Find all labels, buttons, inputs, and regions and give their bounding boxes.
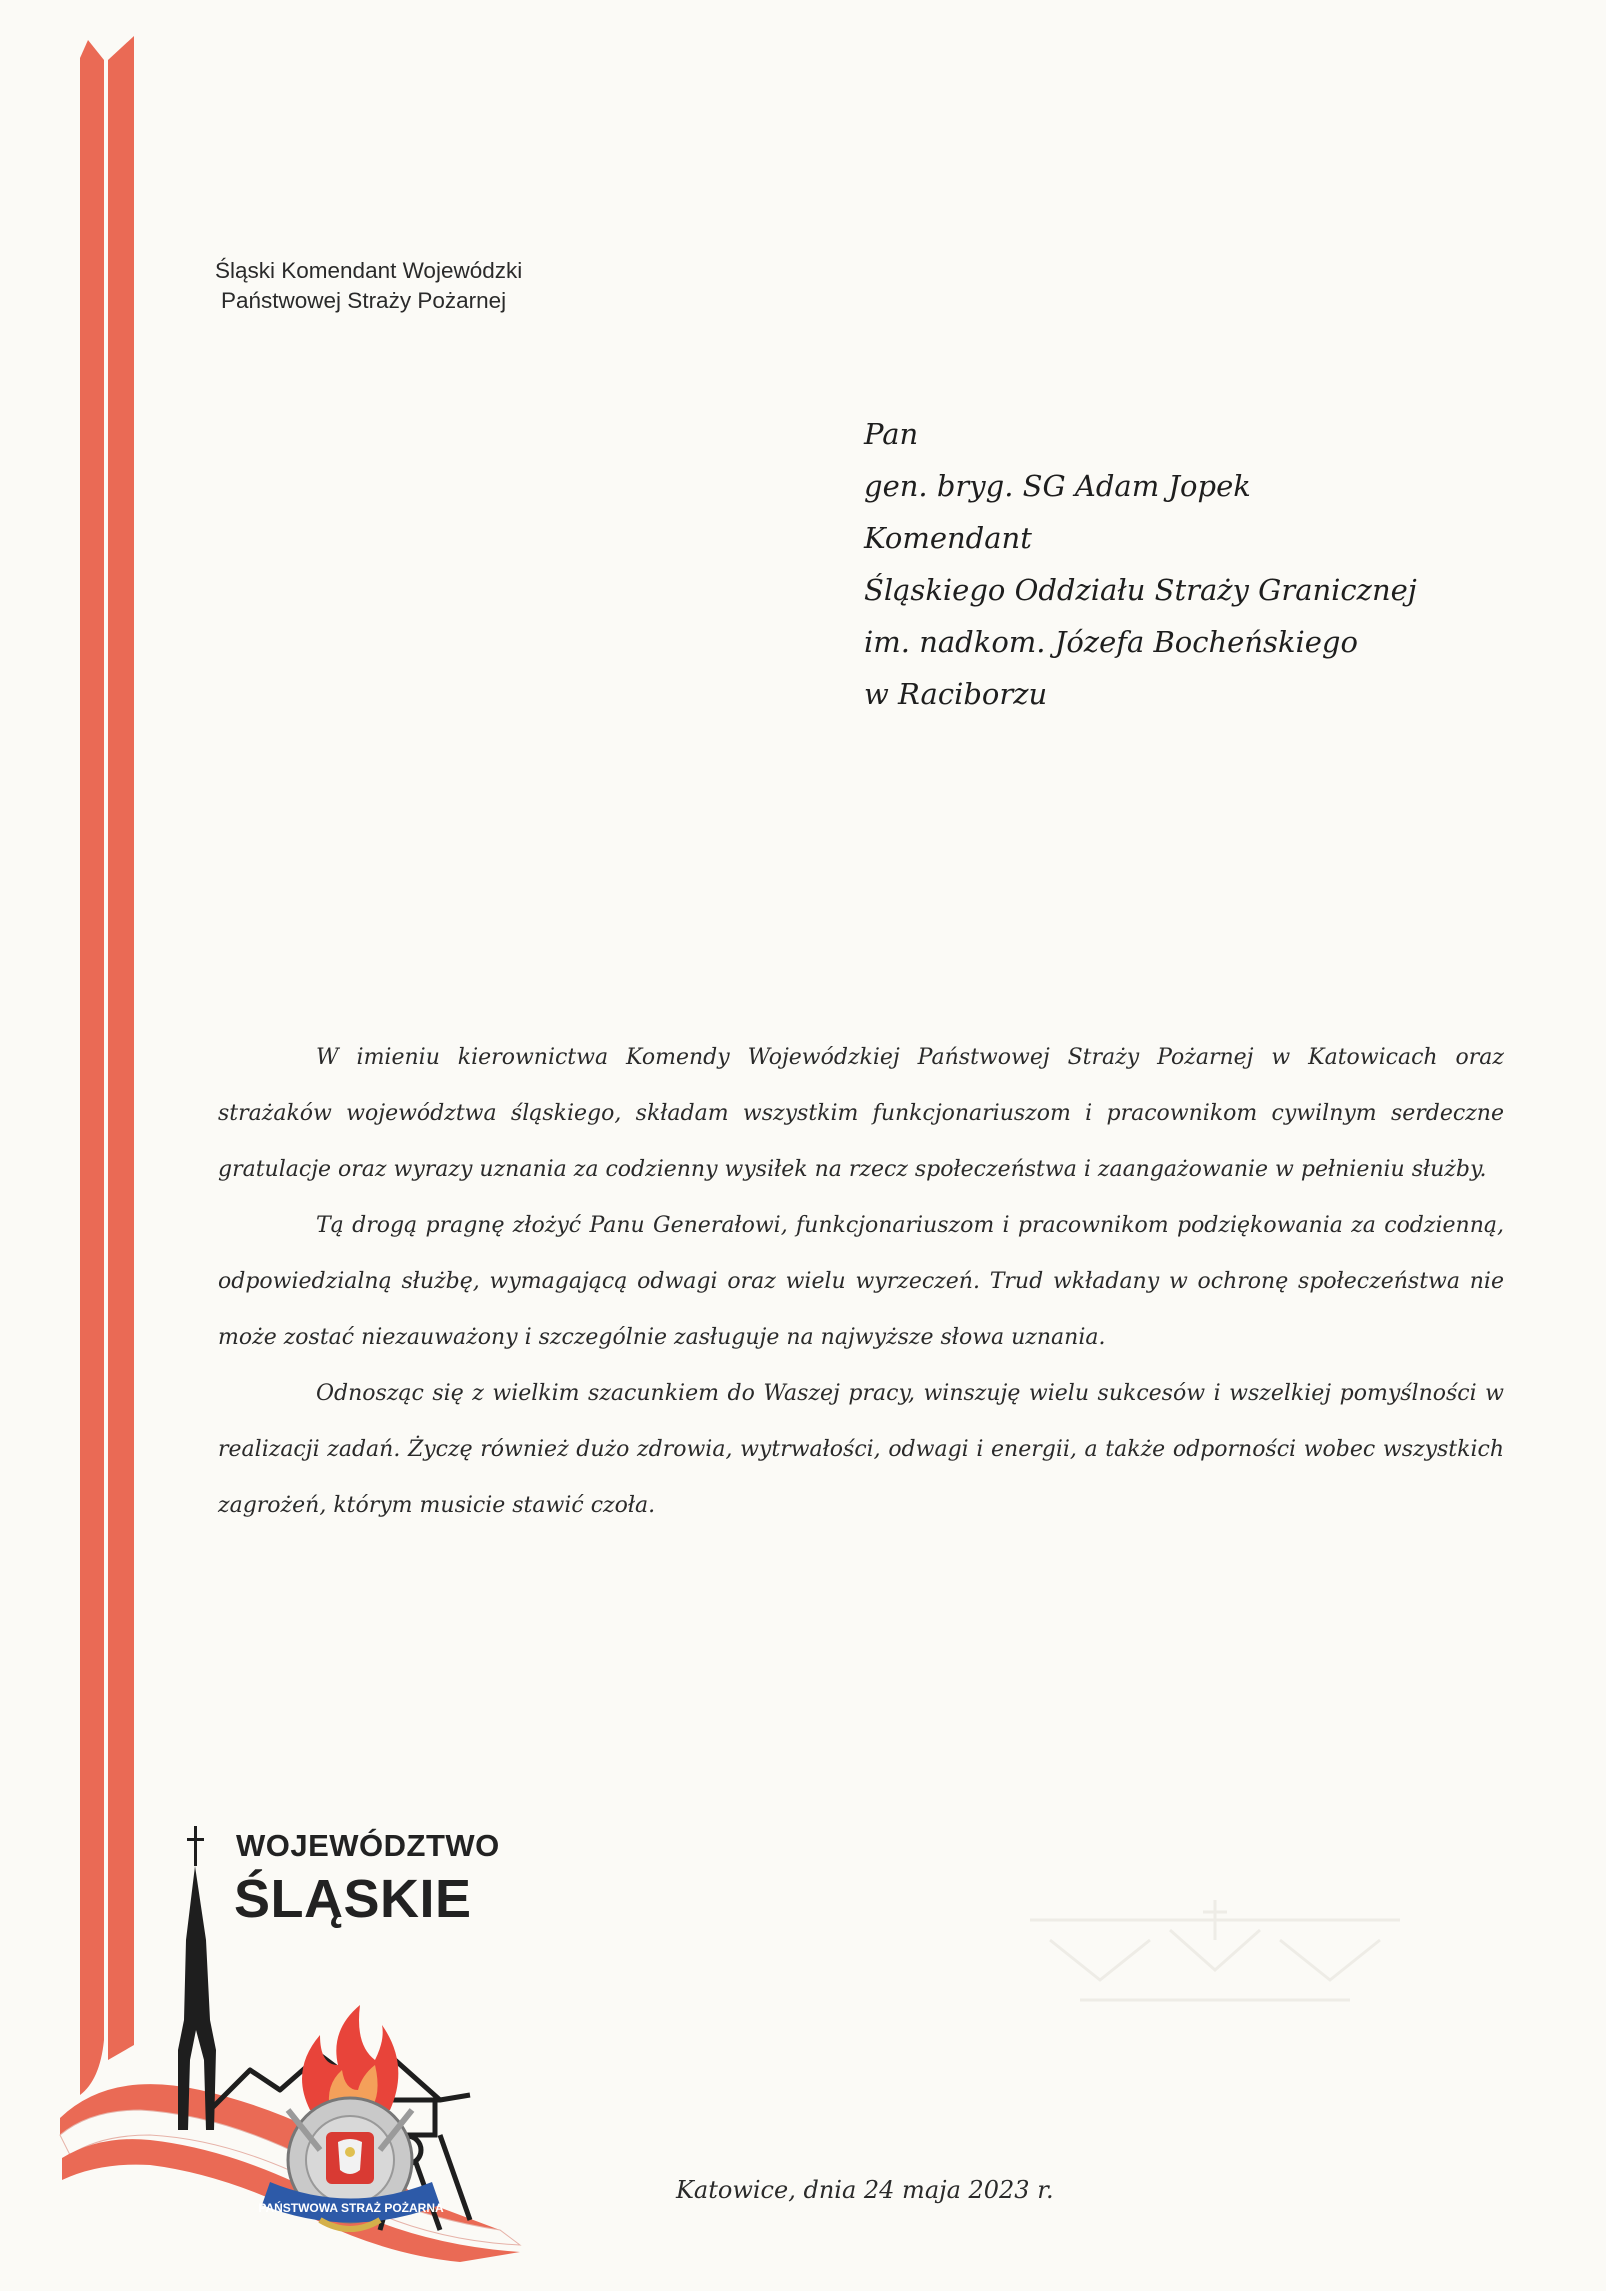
recipient-block xyxy=(864,408,1417,720)
sender-block xyxy=(215,256,522,316)
recipient-line: im. nadkom. Józefa Bocheńskiego xyxy=(864,625,1358,659)
sender-line-2: Państwowej Straży Pożarnej xyxy=(221,288,507,313)
letter-body xyxy=(218,1030,1504,1534)
recipient-line: gen. bryg. SG Adam Jopek xyxy=(864,469,1251,503)
recipient-line: Komendant xyxy=(864,521,1032,555)
logo-wojewodztwo-text: WOJEWÓDZTWO xyxy=(236,1828,500,1863)
body-paragraph: W imieniu kierownictwa Komendy Wojewódzkiej Państwowej Straży Pożarnej w Katowicach oraz strażaków województwa śląskiego, składam wszystkim funkcjonariuszom i pracownikom cywilnym serdeczne gratulacje oraz wyrazy uznania za codzienny wysiłek na rzecz społeczeństwa i zaangażowanie w pełnieniu służby. xyxy=(218,1045,1504,1182)
emboss-seal xyxy=(1020,1880,1410,2040)
sender-line-1: Śląski Komendant Wojewódzki xyxy=(215,258,523,283)
recipient-line: Pan xyxy=(864,417,919,451)
place-date: Katowice, dnia 24 maja 2023 r. xyxy=(676,2176,1054,2204)
body-paragraph: Tą drogą pragnę złożyć Panu Generałowi, funkcjonariuszom i pracownikom podziękowania za codzienną, odpowiedzialną służbę, wymagającą odwagi oraz wielu wyrzeczeń. Trud wkładany w ochronę społeczeństwa nie może zostać niezauważony i szczególnie zasługuje na najwyższe słowa uznania. xyxy=(218,1213,1504,1350)
psp-badge-text: PAŃSTWOWA STRAŻ POŻARNA xyxy=(258,2201,444,2215)
recipient-line: w Raciborzu xyxy=(864,677,1048,711)
logo-slaskie-text: ŚLĄSKIE xyxy=(234,1869,472,1929)
recipient-line: Śląskiego Oddziału Straży Granicznej xyxy=(864,573,1417,607)
body-paragraph: Odnosząc się z wielkim szacunkiem do Waszej pracy, winszuję wielu sukcesów i wszelkiej pomyślności w realizacji zadań. Życzę również dużo zdrowia, wytrwałości, odwagi i energii, a także odporności wobec wszystkich zagrożeń, którym musicie stawić czoła. xyxy=(218,1381,1504,1518)
